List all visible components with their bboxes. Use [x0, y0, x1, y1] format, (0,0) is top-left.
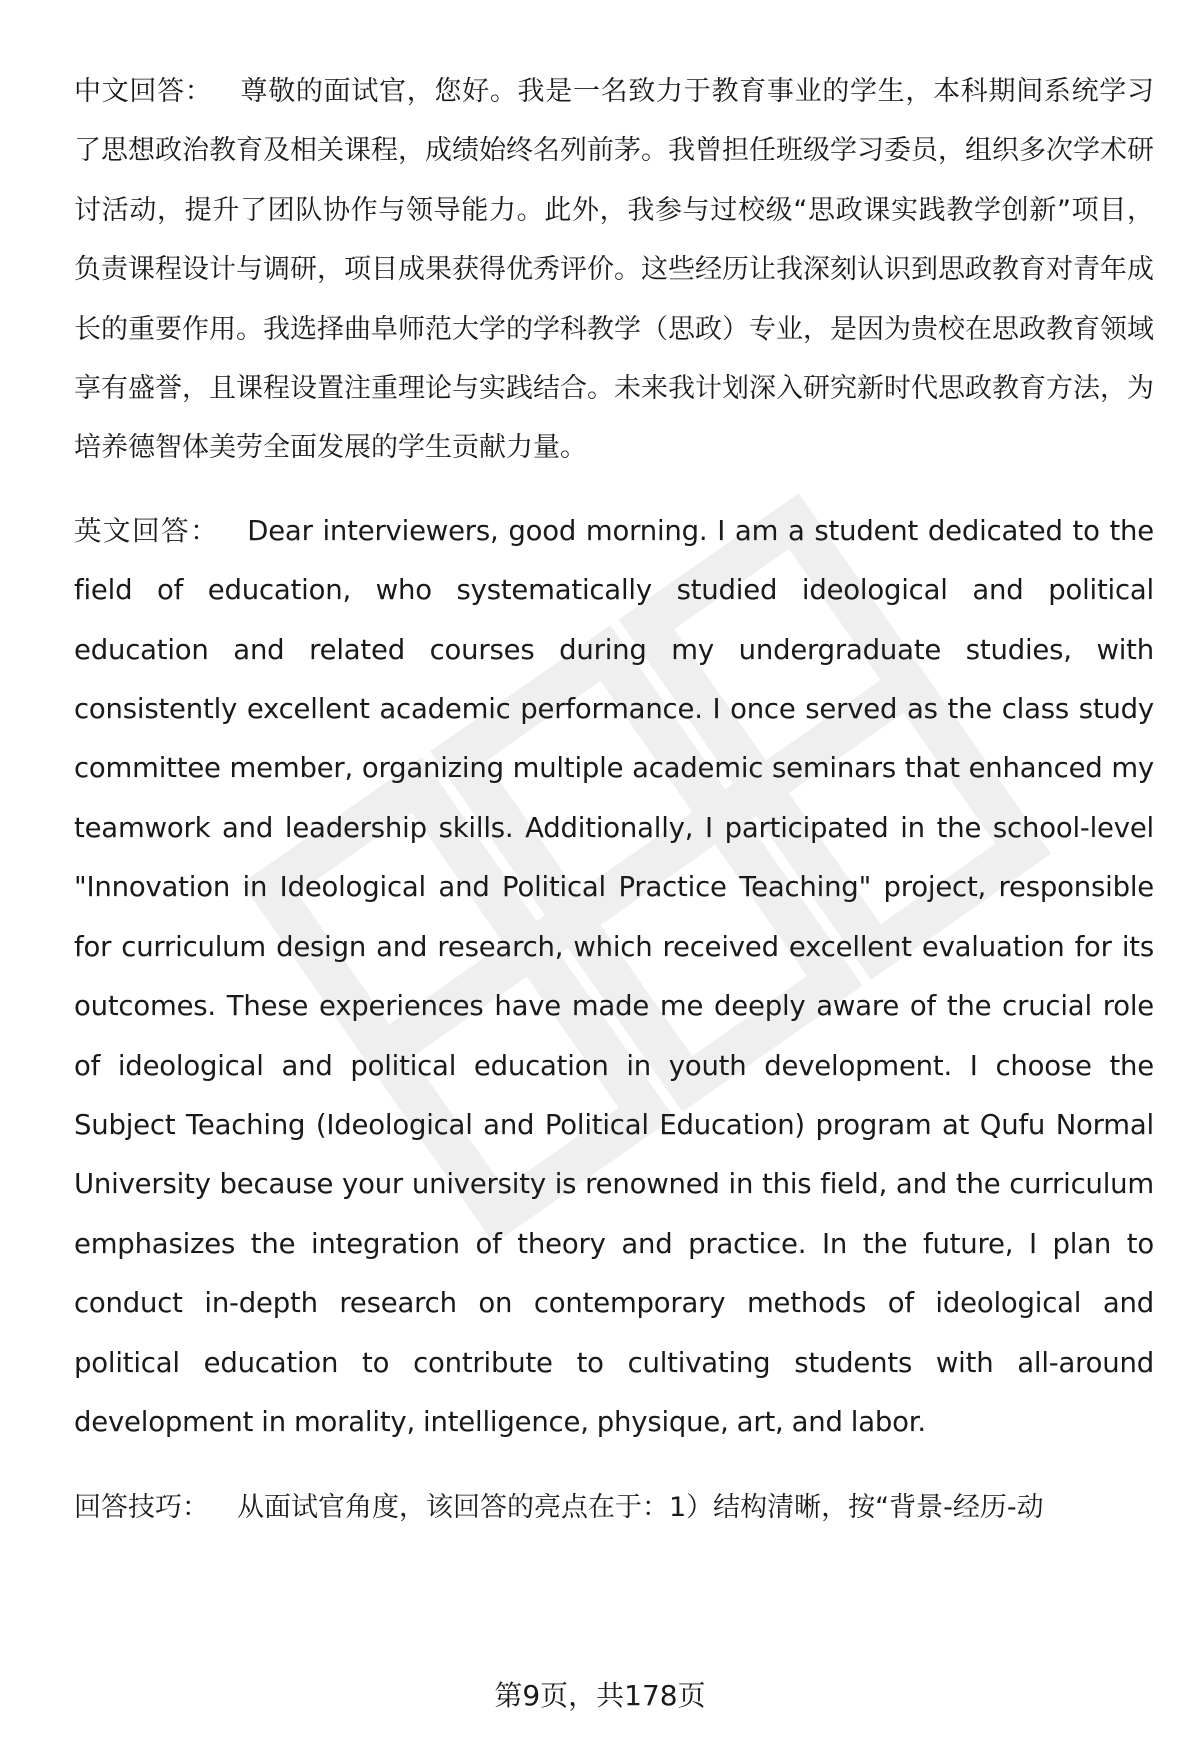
- document-body: [74, 62, 1154, 1538]
- english-answer-text: Dear interviewers, good morning. I am a student dedicated to the field of education, who systematically studied ideological and political education and related courses during my undergraduate studies, with consistently excellent academic performance. I once served as the class study committee member, organizing multiple academic seminars that enhanced my teamwork and leadership skills. Additionally, I participated in the school-level "Innovation in Ideological and Political Practice Teaching" project, responsible for curriculum design and research, which received excellent evaluation for its outcomes. These experiences have made me deeply aware of the crucial role of ideological and political education in youth development. I choose the Subject Teaching (Ideological and Political Education) program at Qufu Normal University because your university is renowned in this field, and the curriculum emphasizes the integration of theory and practice. In the future, I plan to conduct in-depth research on contemporary methods of ideological and political education to contribute to cultivating students with all-around development in morality, intelligence, physique, art, and labor.: [74, 514, 1155, 1438]
- chinese-answer-label: 中文回答：: [74, 76, 213, 107]
- chinese-answer-paragraph: [74, 62, 1154, 478]
- chinese-answer-text: 尊敬的面试官，您好。我是一名致力于教育事业的学生，本科期间系统学习了思想政治教育及相关课程，成绩始终名列前茅。我曾担任班级学习委员，组织多次学术研讨活动，提升了团队协作与领导能力。此外，我参与过校级“思政课实践教学创新”项目，负责课程设计与调研，项目成果获得优秀评价。这些经历让我深刻认识到思政教育对青年成长的重要作用。我选择曲阜师范大学的学科教学（思政）专业，是因为贵校在思政教育领域享有盛誉，且课程设置注重理论与实践结合。未来我计划深入研究新时代思政教育方法，为培养德智体美劳全面发展的学生贡献力量。: [74, 76, 1155, 464]
- answer-tips-paragraph: [74, 1478, 1154, 1537]
- answer-tips-text: 从面试官角度，该回答的亮点在于：1）结构清晰，按“背景-经历-动: [237, 1492, 1044, 1524]
- answer-tips-label: 回答技巧：: [74, 1492, 209, 1524]
- english-answer-paragraph: [74, 502, 1154, 1453]
- page-number: 第9页，共178页: [494, 1679, 706, 1712]
- english-answer-label: 英文回答：: [74, 514, 220, 547]
